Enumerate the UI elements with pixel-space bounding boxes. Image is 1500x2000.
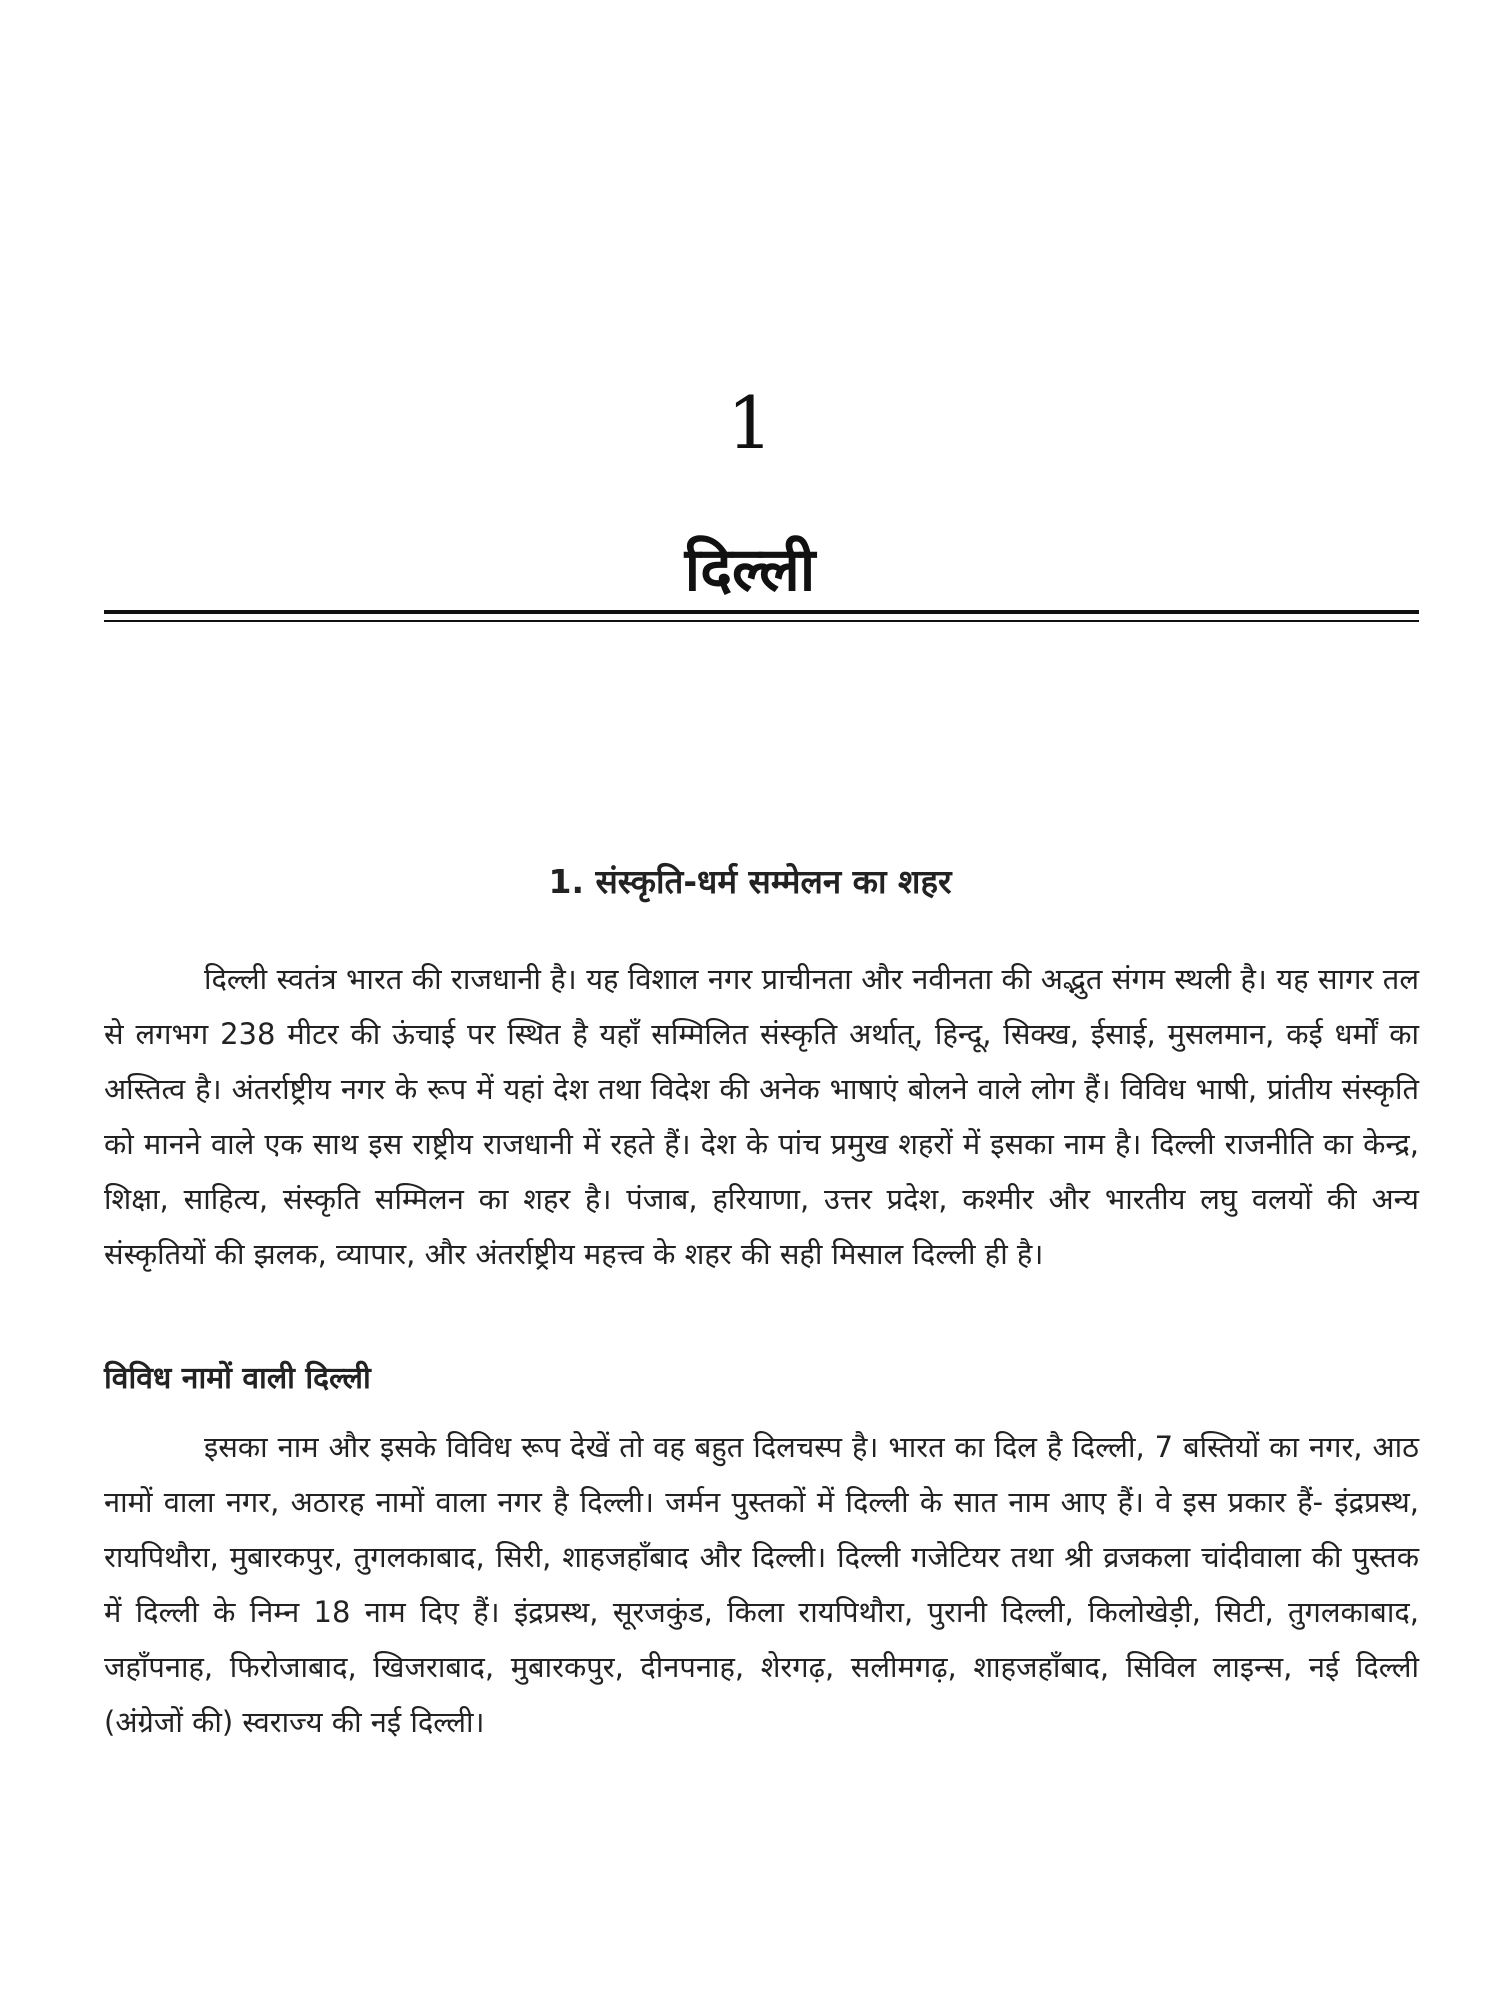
subsection-paragraph: इसका नाम और इसके विविध रूप देखें तो वह बहुत दिलचस्प है। भारत का दिल है दिल्ली, 7 बस्तियों का नगर, आठ नामों वाला नगर, अठारह नामों वाला नगर है दिल्ली। जर्मन पुस्तकों में दिल्ली के सात नाम आए हैं। वे इस प्रकार हैं- इंद्रप्रस्थ, रायपिथौरा, मुबारकपुर, तुगलकाबाद, सिरी, शाहजहाँबाद और दिल्ली। दिल्ली गजेटियर तथा श्री व्रजकला चांदीवाला की पुस्तक में दिल्ली के निम्न 18 नाम दिए हैं। इंद्रप्रस्थ, सूरजकुंड, किला रायपिथौरा, पुरानी दिल्ली, किलोखेड़ी, सिटी, तुगलकाबाद, जहाँपनाह, फिरोजाबाद, खिजराबाद, मुबारकपुर, दीनपनाह, शेरगढ़, सलीमगढ़, शाहजहाँबाद, सिविल लाइन्स, नई दिल्ली (अंग्रेजों की) स्वराज्य की नई दिल्ली।	[104, 1430, 1419, 1739]
chapter-number: 1	[727, 381, 773, 465]
divider-thin-line	[104, 620, 1419, 622]
subsection-heading: विविध नामों वाली दिल्ली	[104, 1361, 371, 1396]
title-divider	[104, 610, 1419, 622]
section-paragraph: दिल्ली स्वतंत्र भारत की राजधानी है। यह विशाल नगर प्राचीनता और नवीनता की अद्भुत संगम स्थली है। यह सागर तल से लगभग 238 मीटर की ऊंचाई पर स्थित है यहाँ सम्मिलित संस्कृति अर्थात्, हिन्दू, सिक्ख, ईसाई, मुसलमान, कई धर्मों का अस्तित्व है। अंतर्राष्ट्रीय नगर के रूप में यहां देश तथा विदेश की अनेक भाषाएं बोलने वाले लोग हैं। विविध भाषी, प्रांतीय संस्कृति को मानने वाले एक साथ इस राष्ट्रीय राजधानी में रहते हैं। देश के पांच प्रमुख शहरों में इसका नाम है। दिल्ली राजनीति का केन्द्र, शिक्षा, साहित्य, संस्कृति सम्मिलन का शहर है। पंजाब, हरियाणा, उत्तर प्रदेश, कश्मीर और भारतीय लघु वलयों की अन्य संस्कृतियों की झलक, व्यापार, और अंतर्राष्ट्रीय महत्त्व के शहर की सही मिसाल दिल्ली ही है।	[104, 962, 1419, 1271]
chapter-title: दिल्ली	[684, 535, 816, 605]
section-heading: 1. संस्कृति-धर्म सम्मेलन का शहर	[548, 862, 952, 901]
